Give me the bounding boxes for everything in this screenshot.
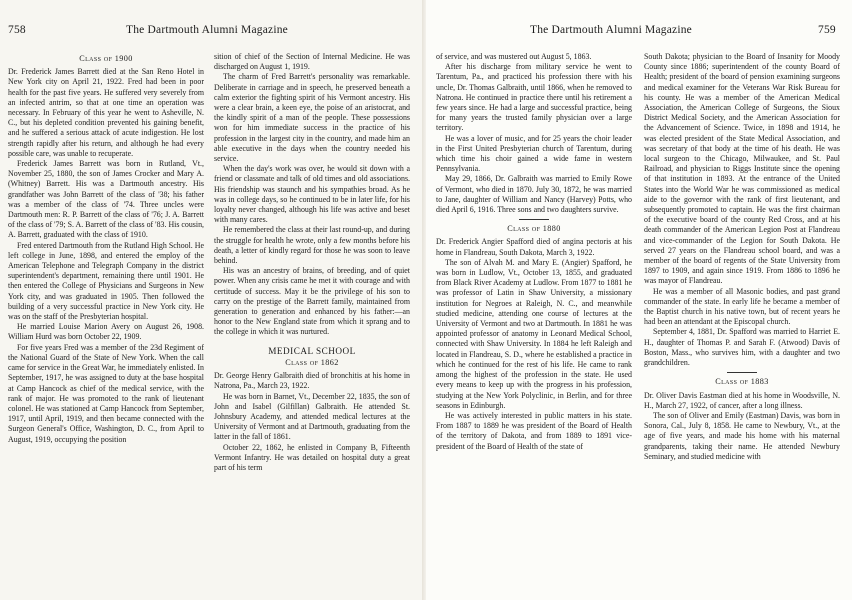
column-1 xyxy=(8,52,204,445)
paragraph: He married Louise Marion Avery on August 26, 1908. William Hurd was born October 22, 1909. xyxy=(8,322,204,342)
column-3 xyxy=(436,52,632,452)
paragraph: South Dakota; physician to the Board of Insanity for Moody County since 1886; superintendent of the county Board of Health; president of the board of pension examining surgeons and medical examiner for the Veterans War Risk Bureau for his county. He was a member of the American Medical Association, the American College of Surgeons, the Sioux District Medical Society, and the American Association for the Advancement of Science. Twice, in 1898 and 1914, he was elected president of the State Medical Association, and was secretary of that body at the time of his death. He was local surgeon to the Chicago, Milwaukee, and St. Paul Railroad, and physician to Riggs Institute since the opening of that institution in 1893. At the entrance of the United States into the World War he was commissioned as medical aide to the governor with the rank of first lieutenant, and subsequently promoted to captain. He was the first chairman of the executive board of the county Red Cross, and at his death commander of the American Legion Post at Flandreau and vice-commander of the Legion for South Dakota. He served 27 years on the Flandreau school board, and was a member of the board of regents of the State University from 1897 to 1909, and again since 1919. From 1886 to 1896 he was mayor of Flandreau. xyxy=(644,52,840,286)
paragraph: September 4, 1881, Dr. Spafford was married to Harriet E. H., daughter of Thomas P. and Sarah F. (Atwood) Davis of Boston, Mass., who survives him, with a daughter and two grandchildren. xyxy=(644,327,840,368)
paragraph: sition of chief of the Section of Internal Medicine. He was discharged on August 1, 1919. xyxy=(214,52,410,72)
paragraph: When the day's work was over, he would sit down with a friend or classmate and talk of old times and old associations. His friendship was staunch and his sympathies broad. As he was in college days, so he continued to be in later life, for his loyalty never changed, although his life was active and beset with many cares. xyxy=(214,164,410,225)
paragraph: He was a lover of music, and for 25 years the choir leader in the First United Presbyterian church of Tarentum, during which time his choir gained a wide fame in western Pennsylvania. xyxy=(436,133,632,174)
paragraph: Dr. Oliver Davis Eastman died at his home in Woodsville, N. H., March 27, 1922, of cancer, after a long illness. xyxy=(644,390,840,410)
paragraph: He was born in Barnet, Vt., December 22, 1835, the son of John and Isabel (Gilfillan) Galbraith. He attended St. Johnsbury Academy, and attended medical lectures at the University of Vermont and at Dartmouth, graduating from the latter in the fall of 1861. xyxy=(214,391,410,442)
section-heading-medical-school: MEDICAL SCHOOL xyxy=(268,345,356,356)
paragraph: Dr. Frederick Angier Spafford died of angina pectoris at his home in Flandreau, South Dakota, March 3, 1922. xyxy=(436,237,632,257)
column-4 xyxy=(644,52,840,462)
paragraph: The son of Oliver and Emily (Eastman) Davis, was born in Sonora, Cal., July 8, 1858. He came to Newbury, Vt., at the age of five years, and made his home with his maternal grandparents, taking their name. He attended Newbury Seminary, and studied medicine with xyxy=(644,410,840,461)
class-heading-1900: Class of 1900 xyxy=(79,54,133,63)
paragraph: The charm of Fred Barrett's personality was remarkable. Deliberate in carriage and in speech, he preserved beneath a calm exterior the fighting spirit of his Vermont ancestry. His were a clear brain, a keen eye, the poise of an aristocrat, and the kindly spirit of a man of the people. These possessions won for him immediate success in the practice of his profession in the largest city in the country, and made him an able executive in the days when the country needed his service. xyxy=(214,72,410,164)
right-page xyxy=(426,0,852,600)
right-page-number: 759 xyxy=(818,24,836,36)
class-heading-1880: Class of 1880 xyxy=(507,224,561,234)
paragraph: of service, and was mustered out August 5, 1863. xyxy=(436,52,592,61)
paragraph: For five years Fred was a member of the 23d Regiment of the National Guard of the State of New York. When the call came for service in the Great War, he immediately enlisted. In September, 1917, he was assigned to duty at the base hospital at Camp Hancock as chief of the medical service, with the rank of major. He was promoted to the rank of lieutenant colonel. He was stationed at Camp Hancock from September, 1917, until April, 1919, and then became connected with the Surgeon General's Office, Washington, D. C., from April to August, 1919, occupying the position xyxy=(8,342,204,444)
class-heading-1883: Class of 1883 xyxy=(715,377,769,387)
divider-rule xyxy=(519,219,549,220)
paragraph: May 29, 1866, Dr. Galbraith was married to Emily Rowe of Vermont, who died in 1870. July 30, 1872, he was married to Jane, daughter of William and Nancy (Harvey) Potts, who died April 6, 1916. Three sons and two daughters survive. xyxy=(436,174,632,215)
column-2 xyxy=(214,52,410,473)
paragraph: Dr. George Henry Galbraith died of bronchitis at his home in Natrona, Pa., March 23, 1922. xyxy=(214,371,410,391)
running-title-right: The Dartmouth Alumni Magazine xyxy=(530,24,692,36)
paragraph: He remembered the class at their last round-up, and during the struggle for health he wrote, only a few months before his death, a letter of kindly regard for those he was soon to leave behind. xyxy=(214,225,410,266)
paragraph: He was a member of all Masonic bodies, and past grand commander of the state. In early life he became a member of the Baptist church in his native town, but of recent years he had been an attendant at the Episcopal church. xyxy=(644,286,840,327)
left-page-number: 758 xyxy=(8,24,26,36)
paragraph: After his discharge from military service he went to Tarentum, Pa., and practiced his profession there with his uncle, Dr. Thomas Galbraith, until 1866, when he removed to Natrona. He continued in practice there until his retirement a few years since. He had a large and successful practice, being for many years the trusted family physician over a large territory. xyxy=(436,62,632,133)
class-heading-1862: Class of 1862 xyxy=(285,357,339,367)
running-title-left: The Dartmouth Alumni Magazine xyxy=(126,24,288,36)
paragraph: The son of Alvah M. and Mary E. (Angier) Spafford, he was born in Ludlow, Vt., October 13, 1855, and graduated from Black River Academy at Ludlow. From 1877 to 1881 he was professor of Latin in Shaw University, a missionary institution for Negroes at Raleigh, N. C., and meanwhile studied medicine, attending one course of lectures at the University of Vermont and two at Dartmouth. In 1881 he was appointed professor of anatomy in Leonard Medical School, connected with Shaw University. In 1884 he left Raleigh and located in Flandreau, S. D., where he established a practice in which he continued for the rest of his life. He came to rank among the highest of the profession in the state. He used every means to keep up with the progress in his profession, studying at the New York Polyclinic, in Berlin, and for three seasons in Edinburgh. xyxy=(436,257,632,410)
paragraph: Dr. Frederick James Barrett died at the San Reno Hotel in New York city on April 21, 1922. Fred had been in poor health for the past five years. He suffered very severely from an infected antrim, so that at one time an operation was necessary. In February of this year he went to Asheville, N. C., but his depleted condition prevented his gaining benefit, and he suffered a serious attack of acute indigestion. He lost strength rapidly after his return, and although he had every possible care, was unable to recuperate. xyxy=(8,67,204,158)
paragraph: His was an ancestry of brains, of breeding, and of quiet power. When any crisis came he met it with courage and with certitude of success. May it be the privilege of his son to carry on the prestige of the Barrett family, maintained from generation to generation and enhanced by his father:—an honor to the New England state from which it sprang and to the college in which it was nurtured. xyxy=(214,266,410,337)
paragraph: October 22, 1862, he enlisted in Company B, Fifteenth Vermont Infantry. He was detailed on hospital duty a great part of his term xyxy=(214,442,410,472)
paragraph: He was actively interested in public matters in his state. From 1887 to 1889 he was president of the Board of Health of the territory of Dakota, and from 1889 to 1891 vice-president of the Board of Health of the state of xyxy=(436,410,632,451)
paragraph: Fred entered Dartmouth from the Rutland High School. He left college in June, 1898, and entered the employ of the American Telephone and Telegraph Company in the district superintendent's department, remaining there until 1901. He then entered the College of Physicians and Surgeons in New York city, and was graduated in 1905. Then followed the building of a very successful practice in New York city. He was on the staff of the Presbyterian hospital. xyxy=(8,240,204,322)
divider-rule xyxy=(727,372,757,373)
paragraph: Frederick James Barrett was born in Rutland, Vt., November 25, 1880, the son of James Crocker and Mary A. (Whitney) Barrett. His was a Dartmouth ancestry. His grandfather was John Barrett of the class of '38; his father was a member of the class of '74. Three uncles were Dartmouth men: R. P. Barrett of the class of '76; J. A. Barrett of the class of '79; S. A. Barrett of the class of '83. His cousin, A. Barrett, graduated with the class of 1910. xyxy=(8,159,204,240)
